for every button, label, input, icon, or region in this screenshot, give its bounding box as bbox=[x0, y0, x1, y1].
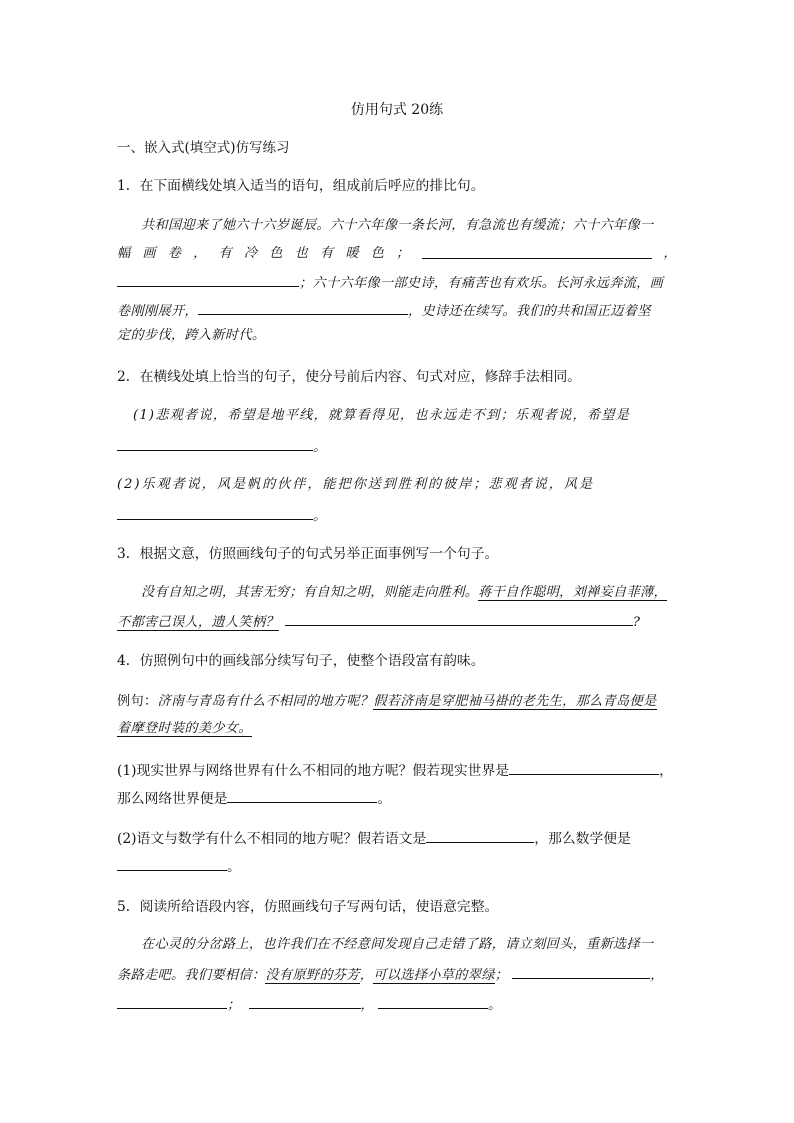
q1-blank-2[interactable] bbox=[117, 272, 299, 287]
q4-blank-4[interactable] bbox=[117, 856, 227, 871]
question-3-prompt: 3．根据文意，仿照画线句子的句式另举正面事例写一个句子。 bbox=[117, 546, 499, 562]
question-5-prompt: 5．阅读所给语段内容，仿照画线句子写两句话，使语意完整。 bbox=[117, 899, 499, 915]
q1-blank-1[interactable] bbox=[422, 244, 652, 259]
q4-blank-2[interactable] bbox=[227, 788, 377, 803]
q2-sentence-2: (2)乐观者说，风是帆的伙伴，能把你送到胜利的彼岸；悲观者说，风是 bbox=[117, 477, 595, 492]
q5-passage-line-3: ； ， 。 bbox=[117, 994, 677, 1016]
q2-sentence-2-answer: 。 bbox=[117, 505, 677, 527]
q1-passage-line-3: ；六十六年像一部史诗，有痛苦也有欢乐。长河永远奔流，画 bbox=[117, 272, 677, 294]
q1-passage-line-4: 卷刚刚展开， ，史诗还在续写。我们的共和国正迈着坚 bbox=[117, 300, 677, 322]
q4-blank-1[interactable] bbox=[509, 760, 659, 775]
q3-blank[interactable] bbox=[285, 611, 633, 626]
q2-sentence-1: (1)悲观者说，希望是地平线，就算看得见，也永远走不到；乐观者说，希望是 bbox=[133, 408, 631, 423]
q5-blank-3[interactable] bbox=[249, 994, 361, 1009]
q1-blank-3[interactable] bbox=[198, 300, 408, 315]
question-2-prompt: 2．在横线处填上恰当的句子，使分号前后内容、句式对应，修辞手法相同。 bbox=[117, 369, 582, 385]
q5-blank-1[interactable] bbox=[512, 964, 650, 979]
q3-passage-line-2: 不都害己误人，遗人笑柄？ ? bbox=[117, 611, 677, 633]
q2-blank-2[interactable] bbox=[117, 505, 313, 520]
q4-item-1-line-2: 那么网络世界便是 。 bbox=[117, 788, 677, 809]
q4-item-2-line-1: (2)语文与数学有什么不相同的地方呢？假若语文是 ，那么数学便是 bbox=[117, 828, 677, 849]
q5-passage-line-2: 条路走吧。我们要相信：没有原野的芬芳，可以选择小草的翠绿； ， bbox=[117, 964, 677, 986]
question-1-prompt: 1．在下面横线处填入适当的语句，组成前后呼应的排比句。 bbox=[117, 178, 485, 194]
page-title: 仿用句式 20练 bbox=[350, 102, 444, 118]
q2-sentence-1-answer: 。 bbox=[117, 436, 677, 458]
q4-item-2-line-2: 。 bbox=[117, 856, 677, 877]
section-heading: 一、嵌入式(填空式)仿写练习 bbox=[117, 140, 290, 156]
q1-passage-line-1: 共和国迎来了她六十六岁诞辰。六十六年像一条长河，有急流也有缓流；六十六年像一 bbox=[141, 218, 654, 233]
q5-blank-2[interactable] bbox=[117, 994, 227, 1009]
q5-blank-4[interactable] bbox=[378, 994, 488, 1009]
q2-blank-1[interactable] bbox=[117, 436, 313, 451]
q5-passage-line-1: 在心灵的分岔路上，也许我们在不经意间发现自己走错了路，请立刻回头，重新选择一 bbox=[141, 937, 654, 952]
q4-example-line-2: 着摩登时装的美少女。 bbox=[117, 721, 252, 736]
q3-passage-line-1: 没有自知之明，其害无穷；有自知之明，则能走向胜利。蒋干自作聪明，刘禅妄自菲薄， bbox=[141, 585, 668, 600]
q3-underlined-sentence: 蒋干自作聪明，刘禅妄自菲薄， bbox=[478, 585, 668, 600]
q4-item-1-line-1: (1)现实世界与网络世界有什么不相同的地方呢？假若现实世界是 ， bbox=[117, 760, 677, 781]
q1-passage-line-2: 幅 画 卷 ， 有 冷 色 也 有 暖 色 ； ， bbox=[117, 246, 677, 261]
question-4-prompt: 4．仿照例句中的画线部分续写句子，使整个语段富有韵味。 bbox=[117, 653, 485, 669]
q4-blank-3[interactable] bbox=[426, 828, 534, 843]
q1-passage-line-5: 定的步伐，跨入新时代。 bbox=[117, 328, 266, 343]
q4-example-line-1: 例句：济南与青岛有什么不相同的地方呢？假若济南是穿肥袖马褂的老先生，那么青岛便是 bbox=[117, 694, 657, 709]
